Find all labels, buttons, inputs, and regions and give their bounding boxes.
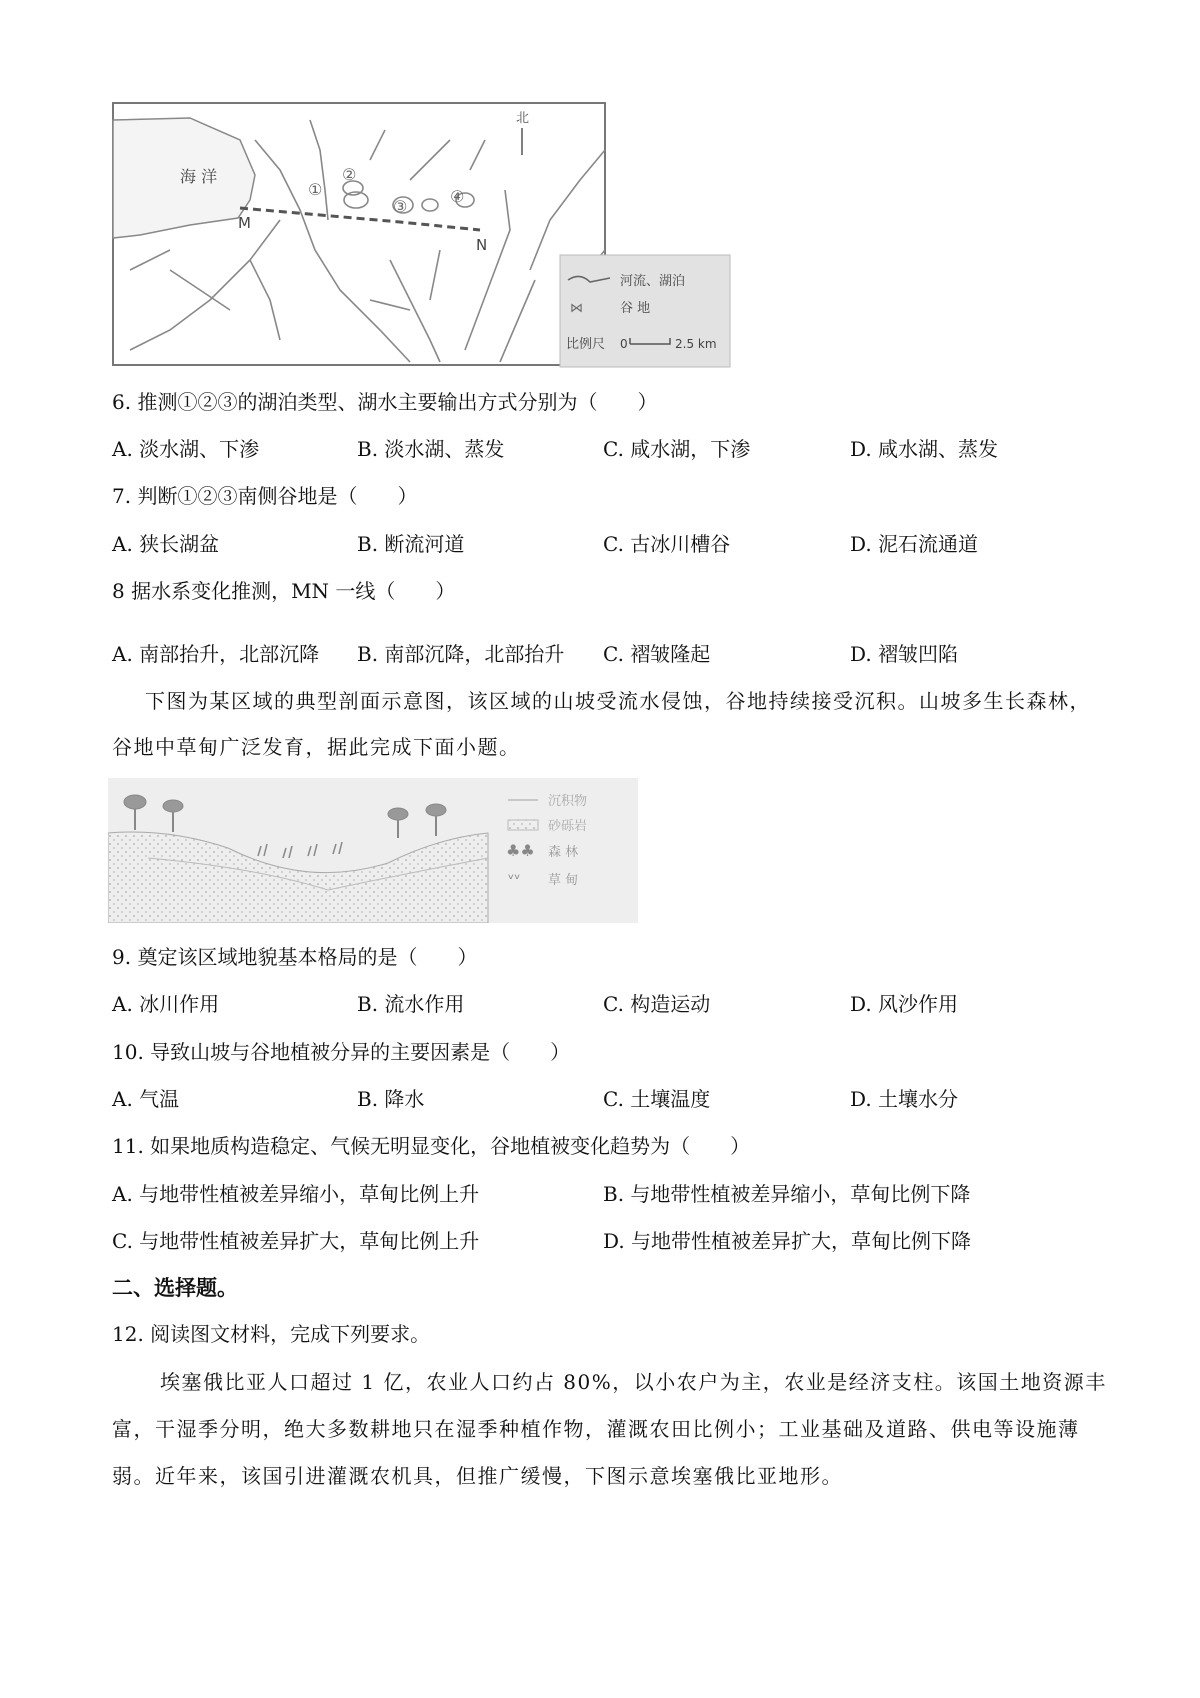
q12-para-line1: 埃塞俄比亚人口超过 1 亿，农业人口约占 80%，以小农户为主，农业是经济支柱。该国土地资源丰	[160, 1370, 1107, 1394]
question-9-stem: 9. 奠定该区域地貌基本格局的是（ ）	[112, 945, 478, 969]
valley-icon: ⋈	[570, 301, 583, 316]
q11-option-d: D. 与地带性植被差异扩大，草甸比例下降	[603, 1229, 972, 1253]
q8-option-b: B. 南部沉降，北部抬升	[357, 642, 565, 666]
q7-option-b: B. 断流河道	[357, 532, 465, 556]
legend-scale-value: 2.5 km	[675, 337, 717, 351]
q10-option-b: B. 降水	[357, 1087, 425, 1111]
intro2-line2: 谷地中草甸广泛发育，据此完成下面小题。	[112, 735, 521, 759]
point-m-label: M	[238, 214, 251, 232]
q9-option-d: D. 风沙作用	[850, 992, 959, 1016]
q12-para-line3: 弱。近年来，该国引进灌溉农机具，但推广缓慢，下图示意埃塞俄比亚地形。	[112, 1464, 843, 1488]
legend-scale-zero: 0	[620, 337, 628, 351]
ocean-label: 海 洋	[180, 167, 218, 186]
point-n-label: N	[476, 236, 488, 254]
q11-option-b: B. 与地带性植被差异缩小，草甸比例下降	[603, 1182, 971, 1206]
question-11-stem: 11. 如果地质构造稳定、气候无明显变化，谷地植被变化趋势为（ ）	[112, 1134, 751, 1158]
legend-river-lake: 河流、湖泊	[620, 274, 686, 289]
q7-option-a: A. 狭长湖盆	[112, 532, 220, 556]
profile-legend-sediment: 沉积物	[548, 794, 588, 809]
q10-option-a: A. 气温	[112, 1087, 180, 1111]
marker-3: ③	[393, 197, 408, 216]
q10-option-d: D. 土壤水分	[850, 1087, 959, 1111]
legend-valley: 谷 地	[620, 301, 651, 316]
profile-legend-meadow: 草 甸	[548, 873, 579, 888]
tree-legend-icon: ♣♣	[506, 841, 535, 860]
q9-option-b: B. 流水作用	[357, 992, 465, 1016]
q8-option-c: C. 褶皱隆起	[603, 642, 711, 666]
q12-para-line2: 富，干湿季分明，绝大多数耕地只在湿季种植作物，灌溉农田比例小；工业基础及道路、供电等设施薄	[112, 1417, 1080, 1441]
q9-option-c: C. 构造运动	[603, 992, 711, 1016]
q6-option-a: A. 淡水湖、下渗	[112, 437, 260, 461]
q6-option-b: B. 淡水湖、蒸发	[357, 437, 505, 461]
q6-option-c: C. 咸水湖，下渗	[603, 437, 751, 461]
question-10-stem: 10. 导致山坡与谷地植被分异的主要因素是（ ）	[112, 1040, 571, 1064]
q11-option-a: A. 与地带性植被差异缩小，草甸比例上升	[112, 1182, 480, 1206]
q7-option-c: C. 古冰川槽谷	[603, 532, 731, 556]
q8-option-a: A. 南部抬升，北部沉降	[112, 642, 320, 666]
question-12-stem: 12. 阅读图文材料，完成下列要求。	[112, 1322, 431, 1346]
grass-legend-icon: ᵛᵛ	[508, 870, 521, 888]
q6-option-d: D. 咸水湖、蒸发	[850, 437, 999, 461]
q11-option-c: C. 与地带性植被差异扩大，草甸比例上升	[112, 1229, 480, 1253]
question-6-stem: 6. 推测①②③的湖泊类型、湖水主要输出方式分别为（ ）	[112, 390, 658, 414]
q7-option-d: D. 泥石流通道	[850, 532, 979, 556]
intro2-line1: 下图为某区域的典型剖面示意图，该区域的山坡受流水侵蚀，谷地持续接受沉积。山坡多生长森林，	[145, 689, 1091, 713]
profile-legend-forest: 森 林	[548, 845, 579, 860]
question-7-stem: 7. 判断①②③南侧谷地是（ ）	[112, 484, 418, 508]
north-label: 北	[516, 111, 530, 126]
q9-option-a: A. 冰川作用	[112, 992, 220, 1016]
question-8-stem: 8 据水系变化推测，MN 一线（ ）	[112, 579, 456, 603]
marker-2: ②	[342, 165, 357, 184]
q10-option-c: C. 土壤温度	[603, 1087, 711, 1111]
profile-legend-rock: 砂砾岩	[548, 819, 588, 834]
drainage-map	[110, 100, 810, 380]
legend-scale-label: 比例尺	[566, 337, 606, 352]
q8-option-d: D. 褶皱凹陷	[850, 642, 959, 666]
marker-4: ④	[450, 187, 465, 206]
section-2-title: 二、选择题。	[112, 1276, 238, 1300]
profile-diagram	[108, 778, 638, 923]
marker-1: ①	[308, 180, 323, 199]
